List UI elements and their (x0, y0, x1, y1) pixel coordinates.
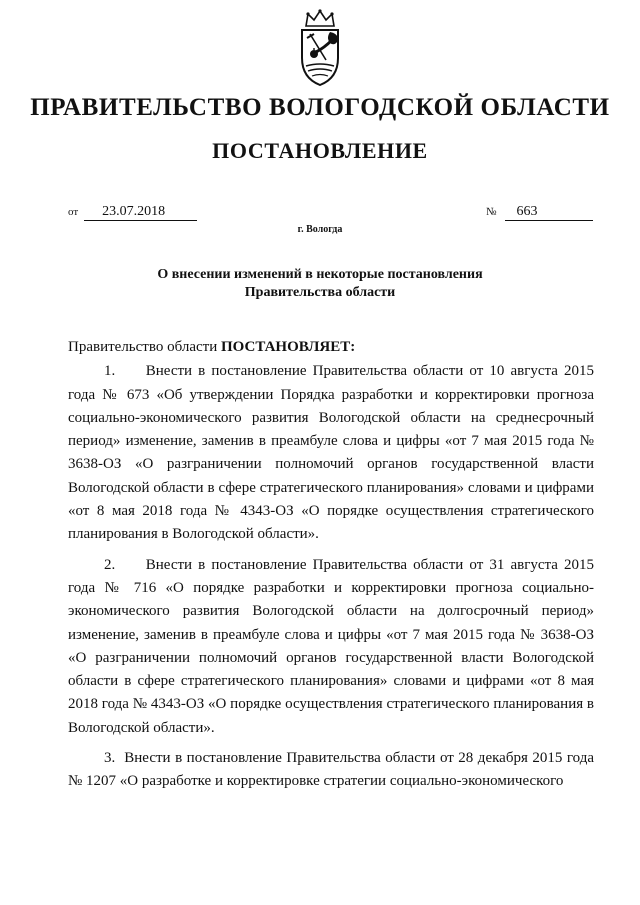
item-number: 1. (104, 363, 116, 380)
document-body (68, 336, 594, 801)
body-lead (68, 336, 594, 359)
issue-city: г. Вологда (297, 224, 343, 235)
body-item (68, 360, 594, 546)
title-line-1: О внесении изменений в некоторые постановления (157, 267, 483, 282)
body-item (68, 747, 594, 794)
item-text: Внести в постановление Правительства области от 10 августа 2015 года № 673 «Об утверждении Порядка разработки и корректировки прогноза социально-экономического развития Вологодской области на среднесрочный период» изменение, заменив в преамбуле слова и цифры «от 7 мая 2015 года № 3638-ОЗ «О разграничении полномочий органов государственной власти Вологодской области в сфере стратегического планирования» словами и цифрами «от 8 мая 2018 года № 4343-ОЗ «О порядке осуществления стратегического планирования в Вологодской области». (68, 363, 594, 543)
item-number: 2. (104, 556, 116, 573)
organization-title: ПРАВИТЕЛЬСТВО ВОЛОГОДСКОЙ ОБЛАСТИ (30, 94, 610, 121)
vologda-coat-of-arms-icon (296, 8, 344, 88)
item-number: 3. (104, 750, 116, 767)
item-text: Внести в постановление Правительства области от 31 августа 2015 года № 716 «О порядке разработки и корректировки прогноза социально-экономического развития Вологодской области на долгосрочный период» изменение, заменив в преамбуле слова и цифры «от 7 мая 2015 года № 3638-ОЗ «О разграничении полномочий органов государственной власти Вологодской области в сфере стратегического планирования» словами и цифрами «от 8 мая 2018 года № 4343-ОЗ «О порядке осуществления стратегического планирования в Вологодской области». (68, 556, 594, 736)
item-text: Внести в постановление Правительства области от 28 декабря 2015 года № 1207 «О разработке и корректировке стратегии социально-экономического (68, 750, 594, 790)
date-field (68, 204, 197, 221)
document-date: 23.07.2018 (84, 204, 197, 221)
document-title (0, 266, 640, 302)
document-type: ПОСТАНОВЛЕНИЕ (212, 138, 428, 163)
lead-prefix: Правительство области (68, 339, 221, 355)
document-number: 663 (505, 204, 593, 221)
date-prefix: от (68, 206, 79, 218)
body-item (68, 554, 594, 740)
title-line-2: Правительства области (244, 285, 396, 300)
number-field (486, 204, 593, 221)
number-prefix: № (486, 206, 497, 218)
lead-decree-word: ПОСТАНОВЛЯЕТ: (220, 339, 356, 355)
